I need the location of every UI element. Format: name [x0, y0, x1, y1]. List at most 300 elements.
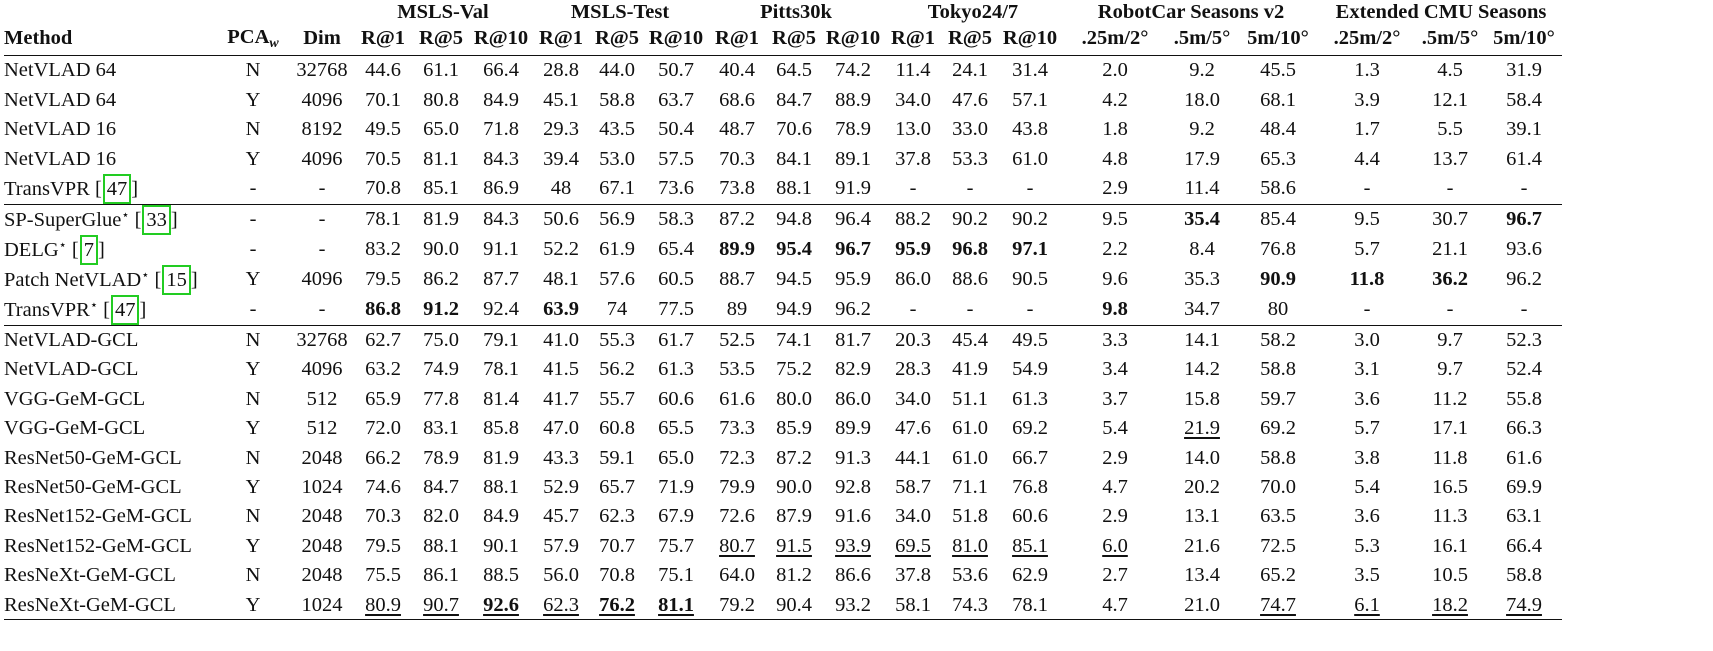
method-name: ResNeXt-GeM-GCL: [4, 564, 176, 587]
method-cell: [4, 561, 216, 590]
col-header: R@5: [942, 22, 998, 56]
value-cell: -: [909, 177, 917, 200]
value-cell: 62.3: [532, 590, 590, 620]
value-cell: 54.9: [1012, 358, 1048, 381]
value-cell: 58.1: [884, 590, 942, 620]
method-name: NetVLAD 64: [4, 59, 117, 82]
value-cell: 43.5: [599, 118, 635, 141]
dim-cell: -: [318, 298, 326, 321]
value-cell: 66.7: [1012, 446, 1048, 469]
value-cell: 91.2: [423, 298, 459, 321]
value-cell: 74.9: [423, 358, 459, 381]
value-cell: 61.3: [658, 358, 694, 381]
dim-cell: 1024: [301, 475, 343, 498]
value-cell: 50.4: [658, 118, 694, 141]
value-cell: 85.1: [1012, 534, 1048, 557]
value-cell: 87.2: [776, 446, 812, 469]
table-row: [4, 144, 1562, 173]
dim-cell: 4096: [301, 268, 343, 291]
value-cell: -: [1363, 298, 1371, 321]
value-cell: 21.9: [1184, 417, 1220, 440]
value-cell: 5.3: [1354, 534, 1380, 557]
value-cell: 21.0: [1168, 590, 1236, 620]
value-cell: 81.1: [423, 147, 459, 170]
value-cell: 95.4: [776, 238, 812, 261]
method-cell: [4, 414, 216, 443]
value-cell: 58.8: [599, 88, 635, 111]
table-row: [4, 325, 1562, 355]
value-cell: 93.2: [822, 590, 884, 620]
value-cell: 61.1: [423, 59, 459, 82]
value-cell: 65.3: [1260, 147, 1296, 170]
value-cell: 92.4: [483, 298, 519, 321]
value-cell: 62.3: [599, 505, 635, 528]
value-cell: 90.1: [483, 534, 519, 557]
value-cell: 79.5: [365, 268, 401, 291]
value-cell: 82.0: [423, 505, 459, 528]
value-cell: 89.9: [835, 417, 871, 440]
value-cell: 75.0: [412, 325, 470, 355]
value-cell: -: [1520, 177, 1528, 200]
value-cell: -: [966, 298, 974, 321]
value-cell: 30.7: [1414, 204, 1486, 235]
col-header: R@10: [644, 22, 708, 56]
dim-cell: -: [318, 177, 326, 200]
value-cell: 58.8: [1260, 446, 1296, 469]
value-cell: 94.9: [776, 298, 812, 321]
value-cell: 52.4: [1506, 358, 1542, 381]
value-cell: 53.0: [599, 147, 635, 170]
value-cell: 68.1: [1260, 88, 1296, 111]
citation-link[interactable]: 15: [162, 265, 191, 295]
col-header: R@1: [884, 22, 942, 56]
table-row: [4, 384, 1562, 413]
value-cell: 74.9: [1486, 590, 1562, 620]
value-cell: 44.6: [365, 59, 401, 82]
star-marker: ⋆: [89, 296, 98, 312]
value-cell: 3.6: [1354, 505, 1380, 528]
method-cell: [4, 144, 216, 173]
value-cell: 3.9: [1354, 88, 1380, 111]
value-cell: 96.2: [1506, 268, 1542, 291]
value-cell: 34.0: [895, 387, 931, 410]
value-cell: 69.2: [1260, 417, 1296, 440]
value-cell: -: [1026, 177, 1034, 200]
value-cell: 88.2: [884, 204, 942, 235]
col-header: R@5: [412, 22, 470, 56]
value-cell: 87.9: [776, 505, 812, 528]
pca-cell: N: [245, 387, 261, 410]
value-cell: 65.9: [365, 387, 401, 410]
method-name: NetVLAD 64: [4, 88, 117, 111]
pca-cell: N: [245, 564, 261, 587]
value-cell: 88.5: [483, 564, 519, 587]
value-cell: 61.7: [644, 325, 708, 355]
value-cell: 95.9: [835, 268, 871, 291]
value-cell: 85.4: [1236, 204, 1320, 235]
value-cell: 11.4: [1184, 177, 1220, 200]
value-cell: 94.8: [766, 204, 822, 235]
col-header: R@1: [708, 22, 766, 56]
value-cell: 35.3: [1184, 268, 1220, 291]
value-cell: 86.6: [835, 564, 871, 587]
value-cell: 21.1: [1432, 238, 1468, 261]
pca-cell: Y: [245, 358, 261, 381]
value-cell: 78.9: [423, 446, 459, 469]
table-row: [4, 473, 1562, 502]
value-cell: 90.0: [776, 475, 812, 498]
value-cell: 58.3: [644, 204, 708, 235]
value-cell: 1.7: [1354, 118, 1380, 141]
pca-cell: N: [245, 118, 261, 141]
value-cell: 71.8: [483, 118, 519, 141]
table-body: [4, 56, 1562, 620]
table-header: [4, 0, 1562, 56]
value-cell: 3.5: [1354, 564, 1380, 587]
value-cell: 89.9: [719, 238, 755, 261]
value-cell: 58.4: [1506, 88, 1542, 111]
value-cell: 84.1: [776, 147, 812, 170]
value-cell: 1.3: [1354, 59, 1380, 82]
dim-cell: 512: [306, 387, 338, 410]
value-cell: 17.1: [1432, 417, 1468, 440]
pca-cell: Y: [245, 147, 261, 170]
value-cell: 9.7: [1437, 358, 1463, 381]
value-cell: 37.8: [895, 564, 931, 587]
value-cell: 60.8: [599, 417, 635, 440]
value-cell: 86.8: [365, 298, 401, 321]
value-cell: 14.1: [1168, 325, 1236, 355]
value-cell: 53.5: [719, 358, 755, 381]
value-cell: 36.2: [1432, 268, 1468, 291]
value-cell: 4.7: [1102, 475, 1128, 498]
method-name: TransVPR: [4, 177, 90, 200]
col-header: 5m/10°: [1486, 22, 1562, 56]
value-cell: 41.5: [543, 358, 579, 381]
value-cell: 17.9: [1184, 147, 1220, 170]
table-row: [4, 414, 1562, 443]
method-cell: Patch NetVLAD⋆ [ 15 ]: [4, 265, 216, 295]
value-cell: 2.7: [1102, 564, 1128, 587]
method-cell: [4, 85, 216, 114]
pca-cell: Y: [245, 534, 261, 557]
citation-link[interactable]: 47: [111, 295, 140, 325]
value-cell: 52.3: [1486, 325, 1562, 355]
method-name: Patch NetVLAD: [4, 268, 142, 291]
value-cell: 70.8: [365, 177, 401, 200]
value-cell: 4.2: [1102, 88, 1128, 111]
value-cell: 9.6: [1102, 268, 1128, 291]
value-cell: 56.2: [599, 358, 635, 381]
method-name: NetVLAD 16: [4, 118, 117, 141]
citation-link[interactable]: 47: [103, 174, 132, 204]
value-cell: 60.5: [658, 268, 694, 291]
value-cell: 2.9: [1102, 177, 1128, 200]
value-cell: -: [1446, 177, 1454, 200]
table-row: [4, 235, 1562, 265]
method-name: NetVLAD-GCL: [4, 358, 139, 381]
value-cell: 28.8: [543, 59, 579, 82]
value-cell: 28.3: [895, 358, 931, 381]
value-cell: 80.9: [354, 590, 412, 620]
value-cell: 39.4: [543, 147, 579, 170]
value-cell: 5.7: [1354, 417, 1380, 440]
method-name: VGG-GeM-GCL: [4, 387, 146, 410]
citation-link[interactable]: 7: [80, 235, 98, 265]
value-cell: 5.7: [1354, 238, 1380, 261]
value-cell: 47.6: [895, 417, 931, 440]
col-header: 5m/10°: [1236, 22, 1320, 56]
table-row: [4, 115, 1562, 144]
value-cell: 89.1: [835, 147, 871, 170]
value-cell: 44.0: [599, 59, 635, 82]
dim-cell: 32768: [296, 59, 348, 82]
dim-cell: 512: [306, 417, 338, 440]
value-cell: 3.0: [1320, 325, 1414, 355]
value-cell: 9.2: [1189, 59, 1215, 82]
value-cell: 61.0: [952, 446, 988, 469]
value-cell: 2.2: [1102, 238, 1128, 261]
value-cell: 63.9: [543, 298, 579, 321]
value-cell: 56.9: [590, 204, 644, 235]
value-cell: 90.0: [423, 238, 459, 261]
value-cell: 60.6: [658, 387, 694, 410]
value-cell: 74.7: [1236, 590, 1320, 620]
method-name: ResNet152-GeM-GCL: [4, 534, 192, 557]
results-table: [4, 0, 1562, 620]
value-cell: 34.0: [895, 505, 931, 528]
value-cell: 73.3: [719, 417, 755, 440]
value-cell: 53.6: [952, 564, 988, 587]
value-cell: 74.6: [365, 475, 401, 498]
method-cell: [4, 355, 216, 384]
method-name: NetVLAD 16: [4, 147, 117, 170]
table-row: [4, 56, 1562, 86]
value-cell: 40.4: [719, 59, 755, 82]
value-cell: 61.0: [952, 417, 988, 440]
value-cell: 47.0: [543, 417, 579, 440]
value-cell: 55.7: [599, 387, 635, 410]
value-cell: 74.2: [835, 59, 871, 82]
value-cell: 10.5: [1432, 564, 1468, 587]
dim-cell: 2048: [301, 446, 343, 469]
value-cell: 66.3: [1506, 417, 1542, 440]
value-cell: 62.9: [1012, 564, 1048, 587]
value-cell: 70.7: [599, 534, 635, 557]
value-cell: 90.5: [1012, 268, 1048, 291]
value-cell: 96.2: [835, 298, 871, 321]
value-cell: 65.0: [423, 118, 459, 141]
value-cell: 4.8: [1102, 147, 1128, 170]
value-cell: 51.8: [952, 505, 988, 528]
pca-header-sub: w: [269, 35, 279, 51]
value-cell: 87.2: [708, 204, 766, 235]
pca-cell: -: [249, 177, 257, 200]
pca-cell: -: [249, 298, 257, 321]
value-cell: 45.1: [543, 88, 579, 111]
value-cell: 34.0: [895, 88, 931, 111]
method-name: ResNet50-GeM-GCL: [4, 446, 182, 469]
value-cell: 16.1: [1432, 534, 1468, 557]
value-cell: 70.5: [365, 147, 401, 170]
citation-link[interactable]: 33: [142, 205, 171, 235]
value-cell: 29.3: [543, 118, 579, 141]
value-cell: 74.3: [942, 590, 998, 620]
value-cell: 93.9: [835, 534, 871, 557]
value-cell: 6.0: [1102, 534, 1128, 557]
value-cell: 84.9: [483, 88, 519, 111]
method-cell: DELG⋆ [ 7 ]: [4, 235, 216, 265]
value-cell: 61.3: [1012, 387, 1048, 410]
method-cell: [4, 590, 216, 620]
value-cell: 88.6: [952, 268, 988, 291]
value-cell: 70.8: [599, 564, 635, 587]
dim-cell: 4096: [301, 358, 343, 381]
table-row: [4, 174, 1562, 205]
value-cell: 83.1: [423, 417, 459, 440]
value-cell: 74.1: [766, 325, 822, 355]
pca-cell: Y: [245, 88, 261, 111]
value-cell: 86.1: [423, 564, 459, 587]
col-header: R@5: [766, 22, 822, 56]
value-cell: 78.1: [354, 204, 412, 235]
pca-header: [216, 22, 290, 56]
method-name: ResNet152-GeM-GCL: [4, 505, 192, 528]
value-cell: 61.9: [599, 238, 635, 261]
value-cell: 82.9: [835, 358, 871, 381]
value-cell: 47.6: [952, 88, 988, 111]
method-cell: [4, 473, 216, 502]
value-cell: -: [1363, 177, 1371, 200]
value-cell: 69.5: [895, 534, 931, 557]
value-cell: 65.5: [658, 417, 694, 440]
value-cell: 18.2: [1414, 590, 1486, 620]
value-cell: 64.5: [776, 59, 812, 82]
dim-header: Dim: [290, 22, 354, 56]
value-cell: 61.6: [719, 387, 755, 410]
table-row: [4, 531, 1562, 560]
value-cell: 85.1: [423, 177, 459, 200]
value-cell: 75.2: [776, 358, 812, 381]
table-row: [4, 561, 1562, 590]
value-cell: 3.6: [1354, 387, 1380, 410]
value-cell: 13.0: [895, 118, 931, 141]
value-cell: 56.0: [543, 564, 579, 587]
value-cell: 63.5: [1260, 505, 1296, 528]
value-cell: 59.7: [1260, 387, 1296, 410]
star-marker: ⋆: [121, 206, 130, 222]
value-cell: 16.5: [1432, 475, 1468, 498]
value-cell: 58.8: [1506, 564, 1542, 587]
group-header: RobotCar Seasons v2: [1097, 0, 1285, 23]
method-name: ResNet50-GeM-GCL: [4, 475, 182, 498]
value-cell: 71.1: [952, 475, 988, 498]
value-cell: 91.5: [776, 534, 812, 557]
star-marker: ⋆: [141, 266, 150, 282]
value-cell: 50.6: [532, 204, 590, 235]
pca-header-main: PCA: [227, 25, 270, 48]
value-cell: 15.8: [1184, 387, 1220, 410]
table-row: [4, 85, 1562, 114]
value-cell: 57.5: [658, 147, 694, 170]
table-row: [4, 295, 1562, 326]
col-header: R@1: [532, 22, 590, 56]
value-cell: 49.5: [998, 325, 1062, 355]
value-cell: 9.2: [1189, 118, 1215, 141]
value-cell: 76.8: [1012, 475, 1048, 498]
value-cell: 80: [1267, 298, 1289, 321]
method-cell: [4, 531, 216, 560]
value-cell: 48.1: [543, 268, 579, 291]
value-cell: 86.9: [483, 177, 519, 200]
value-cell: 63.2: [365, 358, 401, 381]
value-cell: 89: [726, 298, 748, 321]
col-header: R@10: [470, 22, 532, 56]
value-cell: 14.2: [1184, 358, 1220, 381]
value-cell: 66.4: [483, 59, 519, 82]
value-cell: 81.9: [412, 204, 470, 235]
pca-cell: Y: [245, 268, 261, 291]
value-cell: 97.1: [1012, 238, 1048, 261]
value-cell: 63.1: [1506, 505, 1542, 528]
value-cell: 58.2: [1236, 325, 1320, 355]
method-name: ResNeXt-GeM-GCL: [4, 593, 176, 616]
value-cell: 2.9: [1102, 505, 1128, 528]
value-cell: 2.9: [1102, 446, 1128, 469]
value-cell: 9.7: [1414, 325, 1486, 355]
value-cell: 74: [606, 298, 628, 321]
col-header: .5m/5°: [1168, 22, 1236, 56]
value-cell: 48: [550, 177, 572, 200]
value-cell: 9.5: [1062, 204, 1168, 235]
header-group-row: [4, 0, 1562, 22]
col-header: R@10: [822, 22, 884, 56]
value-cell: 11.8: [1432, 446, 1468, 469]
value-cell: 8.4: [1189, 238, 1215, 261]
pca-cell: Y: [245, 417, 261, 440]
pca-cell: N: [216, 325, 290, 355]
value-cell: 90.4: [766, 590, 822, 620]
value-cell: 79.9: [719, 475, 755, 498]
value-cell: 81.4: [483, 387, 519, 410]
value-cell: 68.6: [719, 88, 755, 111]
value-cell: 52.9: [543, 475, 579, 498]
value-cell: 88.7: [719, 268, 755, 291]
value-cell: 41.0: [532, 325, 590, 355]
method-name: NetVLAD-GCL: [4, 329, 139, 351]
dim-cell: 4096: [301, 88, 343, 111]
value-cell: 62.7: [354, 325, 412, 355]
value-cell: 95.9: [895, 238, 931, 261]
col-header: R@1: [354, 22, 412, 56]
value-cell: 88.1: [423, 534, 459, 557]
value-cell: 3.3: [1062, 325, 1168, 355]
value-cell: 72.0: [365, 417, 401, 440]
value-cell: 4.4: [1354, 147, 1380, 170]
dim-cell: -: [318, 238, 326, 261]
value-cell: 35.4: [1168, 204, 1236, 235]
value-cell: -: [1520, 298, 1528, 321]
value-cell: 2.0: [1102, 59, 1128, 82]
dim-cell: 2048: [301, 564, 343, 587]
value-cell: 1.8: [1102, 118, 1128, 141]
value-cell: 81.9: [483, 446, 519, 469]
value-cell: 20.3: [884, 325, 942, 355]
value-cell: 48.7: [719, 118, 755, 141]
value-cell: 70.3: [365, 505, 401, 528]
value-cell: 33.0: [952, 118, 988, 141]
value-cell: 21.6: [1184, 534, 1220, 557]
